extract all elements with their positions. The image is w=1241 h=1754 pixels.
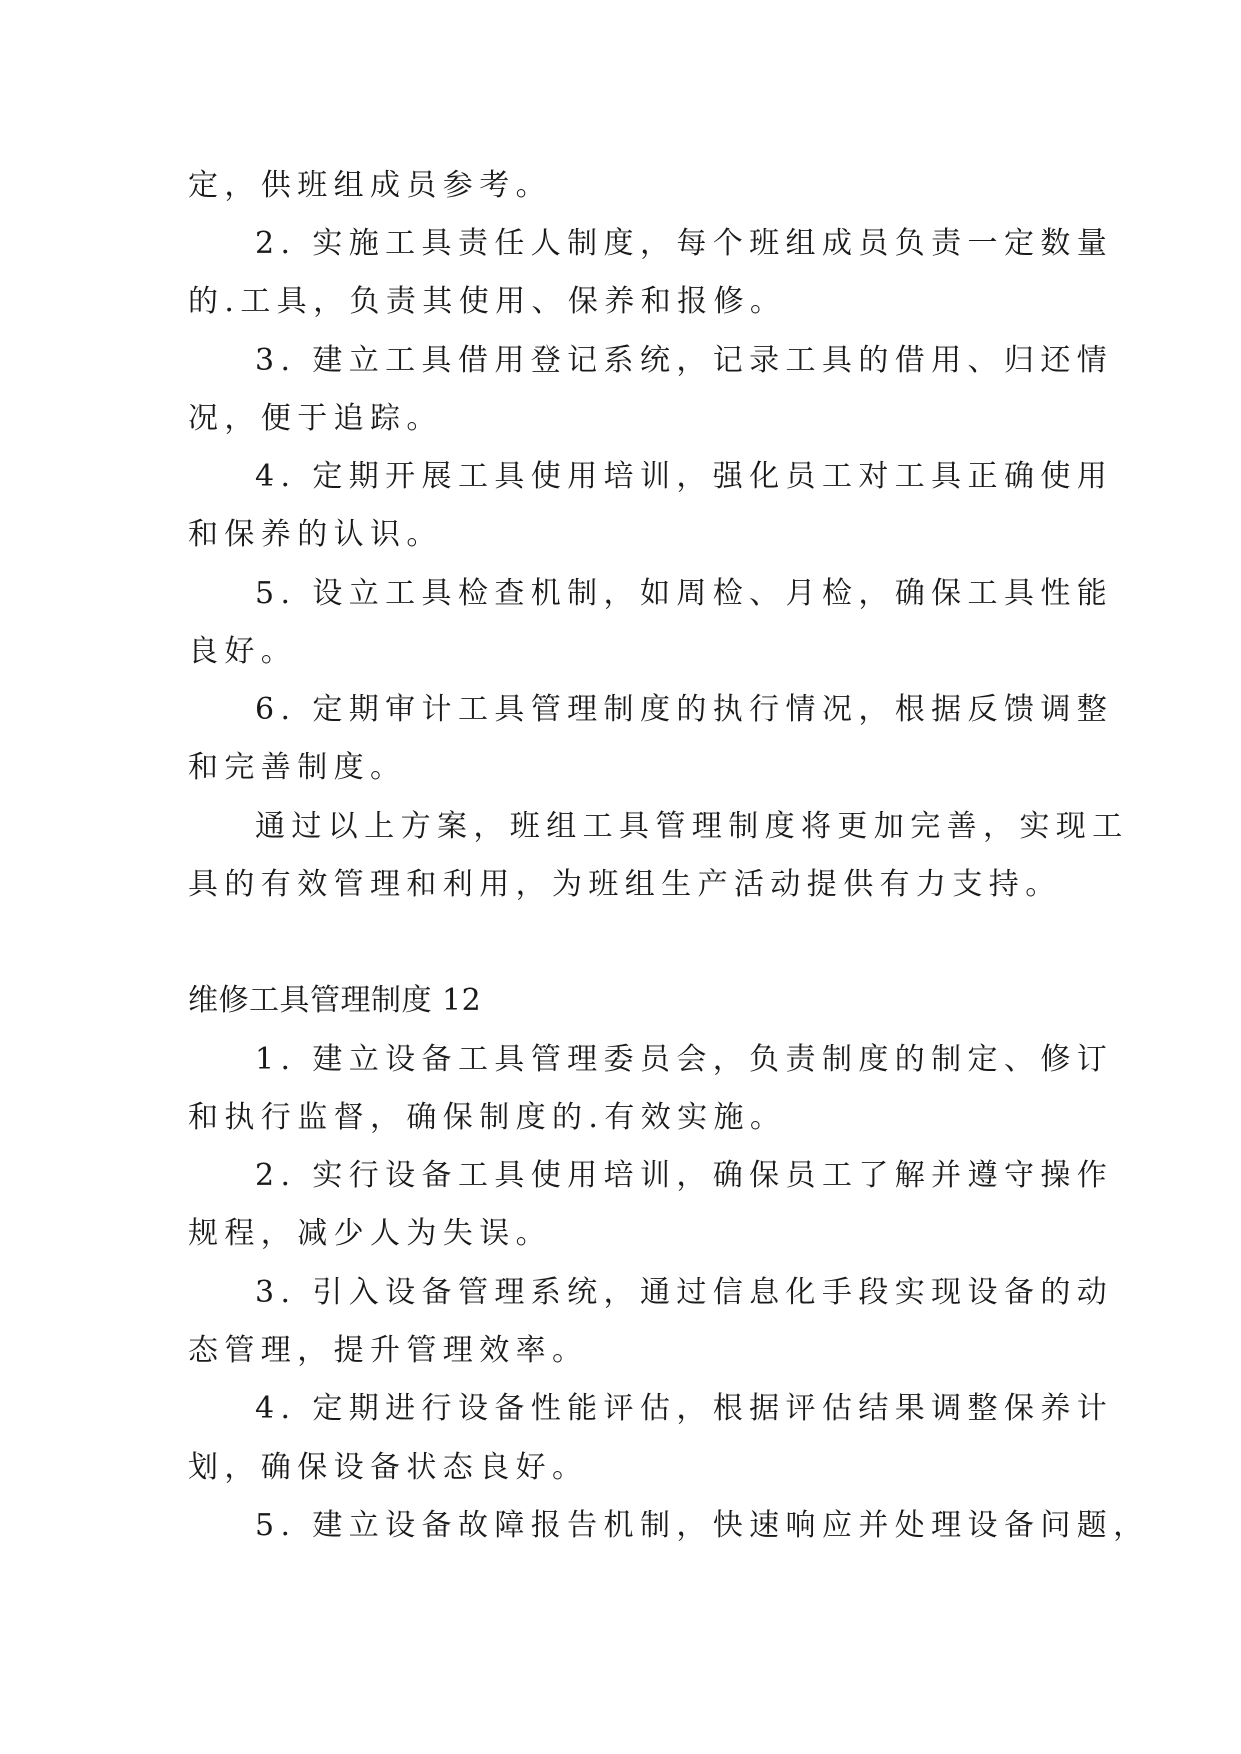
text-line: 态管理，提升管理效率。 — [188, 1333, 589, 1368]
list-item-5-start: 5. 设立工具检查机制，如周检、月检，确保工具性能 — [255, 576, 1114, 611]
list-item-1-start: 1. 建立设备工具管理委员会，负责制度的制定、修订 — [255, 1042, 1114, 1077]
text-line: 划，确保设备状态良好。 — [188, 1450, 589, 1485]
text-line: 况，便于追踪。 — [188, 401, 443, 436]
list-item-4-start: 4. 定期进行设备性能评估，根据评估结果调整保养计 — [255, 1391, 1114, 1426]
list-item-2-start: 2. 实施工具责任人制度，每个班组成员负责一定数量 — [255, 226, 1114, 261]
list-item-3-start: 3. 引入设备管理系统，通过信息化手段实现设备的动 — [255, 1275, 1114, 1310]
text-line: 和保养的认识。 — [188, 517, 443, 552]
list-item-3-start: 3. 建立工具借用登记系统，记录工具的借用、归还情 — [255, 343, 1114, 378]
text-line: 定，供班组成员参考。 — [188, 168, 552, 203]
list-item-2-start: 2. 实行设备工具使用培训，确保员工了解并遵守操作 — [255, 1158, 1114, 1193]
list-item-5-start: 5. 建立设备故障报告机制，快速响应并处理设备问题， — [255, 1508, 1150, 1543]
list-item-6-start: 6. 定期审计工具管理制度的执行情况，根据反馈调整 — [255, 692, 1114, 727]
text-line: 的.工具，负责其使用、保养和报修。 — [188, 284, 787, 319]
list-item-4-start: 4. 定期开展工具使用培训，强化员工对工具正确使用 — [255, 459, 1114, 494]
section-heading: 维修工具管理制度 12 — [188, 983, 482, 1018]
text-line: 具的有效管理和利用，为班组生产活动提供有力支持。 — [188, 867, 1062, 902]
text-line: 和完善制度。 — [188, 750, 407, 785]
text-line: 和执行监督，确保制度的.有效实施。 — [188, 1100, 787, 1135]
conclusion-paragraph-start: 通过以上方案，班组工具管理制度将更加完善，实现工 — [255, 809, 1129, 844]
text-line: 规程，减少人为失误。 — [188, 1216, 552, 1251]
text-line: 良好。 — [188, 634, 298, 669]
